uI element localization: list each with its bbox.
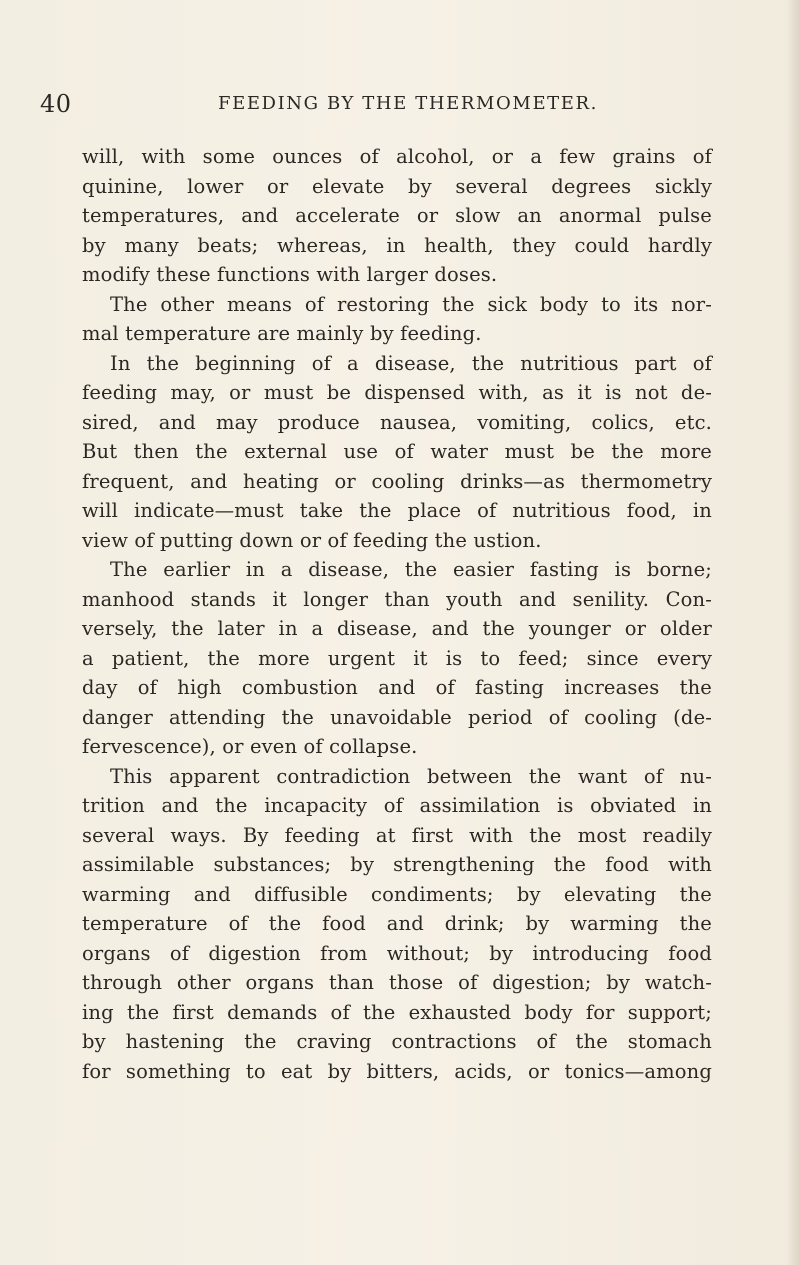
text-line: day of high combustion and of fasting increases the xyxy=(82,676,712,699)
running-title: FEEDING BY THE THERMOMETER. xyxy=(217,93,598,114)
body-text xyxy=(82,142,712,1086)
text-line: The earlier in a disease, the easier fasting is borne; xyxy=(110,558,712,581)
text-line: by many beats; whereas, in health, they could hardly xyxy=(82,233,712,257)
text-line: But then the external use of water must be the more xyxy=(82,440,712,463)
text-line: assimilable substances; by strengthening the food with xyxy=(82,853,712,876)
text-line: sired, and may produce nausea, vomiting, colics, etc. xyxy=(82,410,712,434)
page-number: 40 xyxy=(40,90,72,118)
text-line: modify these functions with larger doses. xyxy=(82,263,498,286)
text-line: manhood stands it longer than youth and senility. Con- xyxy=(82,587,712,611)
text-line: by hastening the craving contractions of the stomach xyxy=(82,1030,712,1053)
text-line: for something to eat by bitters, acids, or tonics—among xyxy=(82,1059,712,1083)
text-line: trition and the incapacity of assimilation is obviated in xyxy=(82,794,712,817)
text-line: ing the first demands of the exhausted body for support; xyxy=(82,1000,712,1024)
text-line: organs of digestion from without; by introducing food xyxy=(82,941,712,965)
page-edge-shadow xyxy=(786,0,800,1265)
text-line: fervescence), or even of collapse. xyxy=(82,735,418,758)
text-line: several ways. By feeding at first with the most readily xyxy=(82,823,712,847)
text-line: frequent, and heating or cooling drinks—as thermometry xyxy=(82,469,712,493)
text-line: The other means of restoring the sick body to its nor- xyxy=(110,292,712,316)
text-line: danger attending the unavoidable period of cooling (de- xyxy=(82,705,712,729)
text-line: view of putting down or of feeding the ustion. xyxy=(82,528,542,552)
text-line: versely, the later in a disease, and the younger or older xyxy=(82,617,712,640)
text-line: temperatures, and accelerate or slow an anormal pulse xyxy=(82,204,712,227)
page-header xyxy=(28,90,748,122)
text-line: will indicate—must take the place of nutritious food, in xyxy=(82,499,712,522)
text-line: will, with some ounces of alcohol, or a few grains of xyxy=(82,145,712,168)
text-line: through other organs than those of digestion; by watch- xyxy=(82,971,712,994)
text-line: quinine, lower or elevate by several degrees sickly xyxy=(82,174,712,198)
text-line: In the beginning of a disease, the nutritious part of xyxy=(110,351,712,375)
text-line: feeding may, or must be dispensed with, as it is not de- xyxy=(82,381,712,404)
text-line: mal temperature are mainly by feeding. xyxy=(82,322,482,345)
text-line: temperature of the food and drink; by warming the xyxy=(82,912,712,935)
text-line: warming and diffusible condiments; by elevating the xyxy=(82,882,712,906)
text-line: a patient, the more urgent it is to feed; since every xyxy=(82,646,712,670)
text-line: This apparent contradiction between the want of nu- xyxy=(110,764,712,788)
